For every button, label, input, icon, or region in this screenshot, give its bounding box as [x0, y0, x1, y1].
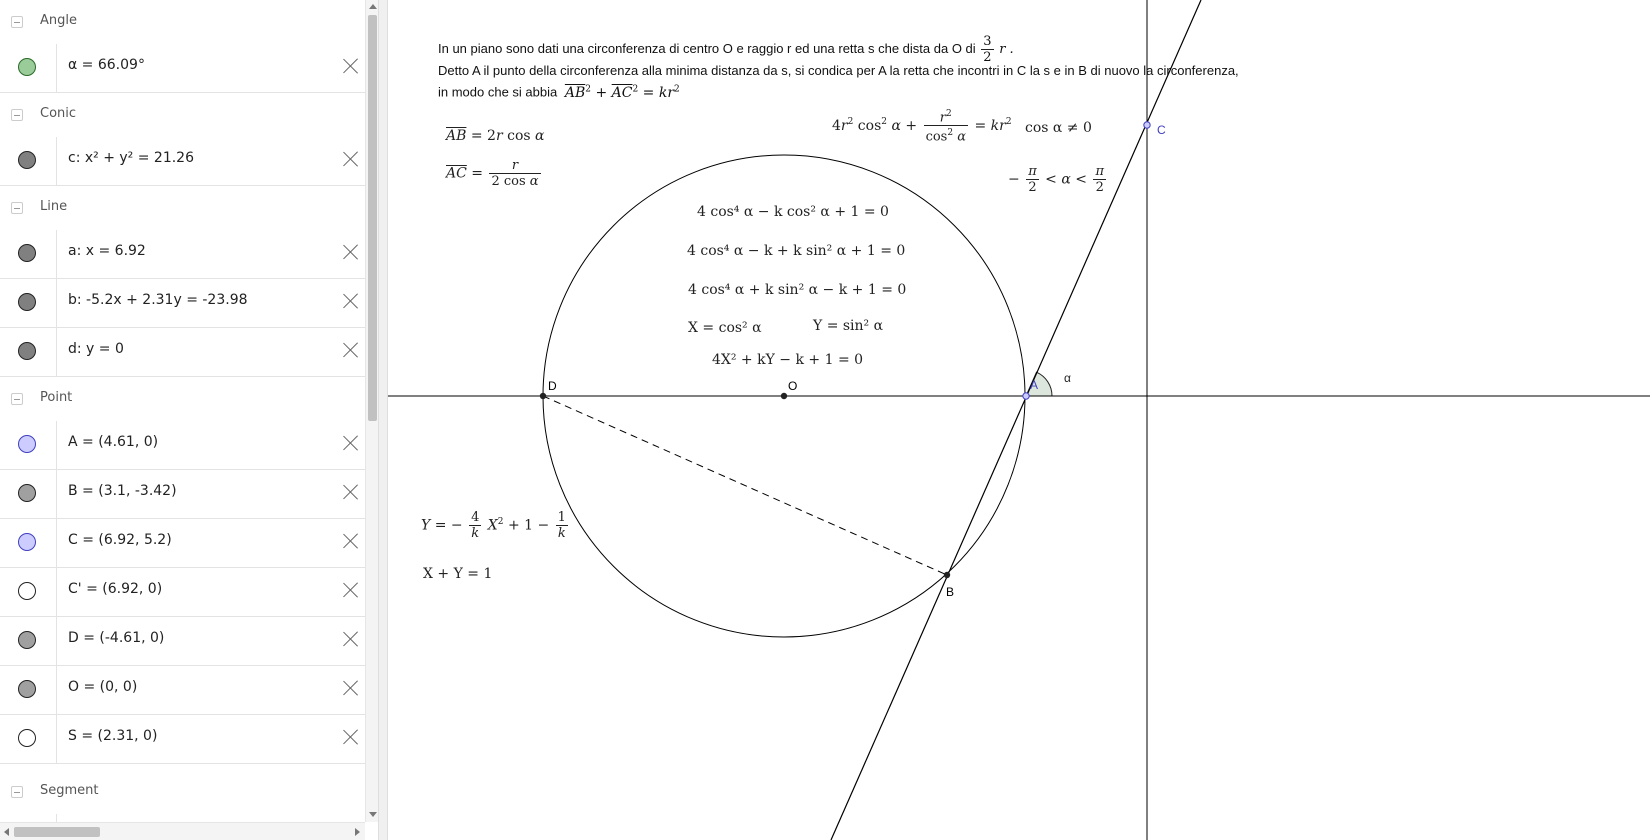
scroll-up-icon[interactable]: [369, 4, 377, 9]
delete-icon[interactable]: [340, 726, 362, 748]
group-header-label: Line: [40, 199, 68, 214]
algebra-item-a[interactable]: [0, 230, 365, 279]
delete-icon[interactable]: [340, 148, 362, 170]
horizontal-scrollbar[interactable]: [0, 822, 365, 840]
object-definition[interactable]: a: x = 6.92: [68, 243, 146, 259]
algebra-item-point-d[interactable]: [0, 617, 365, 666]
group-header-conic[interactable]: [0, 93, 365, 138]
point-d[interactable]: [540, 393, 546, 399]
point-o[interactable]: [781, 393, 787, 399]
algebra-item-point-c[interactable]: [0, 519, 365, 568]
visibility-toggle[interactable]: [18, 484, 36, 502]
visibility-toggle[interactable]: [18, 680, 36, 698]
collapse-icon[interactable]: [11, 16, 23, 28]
point-b[interactable]: [944, 572, 950, 578]
collapse-icon[interactable]: [11, 109, 23, 121]
group-header-line[interactable]: [0, 186, 365, 231]
visibility-toggle[interactable]: [18, 729, 36, 747]
algebra-item-point-o[interactable]: [0, 666, 365, 715]
group-header-label: Conic: [40, 106, 77, 121]
collapse-icon[interactable]: [11, 393, 23, 405]
object-definition[interactable]: B = (3.1, -3.42): [68, 483, 177, 499]
algebra-item-c[interactable]: [0, 137, 365, 186]
object-definition[interactable]: C = (6.92, 5.2): [68, 532, 172, 548]
collapse-icon[interactable]: [11, 202, 23, 214]
scroll-thumb[interactable]: [14, 827, 100, 837]
formula-ab: $\overline{AB} = 2r$ cos α: [446, 128, 545, 144]
visibility-toggle[interactable]: [18, 293, 36, 311]
visibility-toggle[interactable]: [18, 244, 36, 262]
algebra-item-point-b[interactable]: [0, 470, 365, 519]
visibility-toggle[interactable]: [18, 342, 36, 360]
scroll-thumb[interactable]: [368, 15, 377, 421]
scroll-right-icon[interactable]: [355, 828, 360, 836]
delete-icon[interactable]: [340, 241, 362, 263]
object-definition[interactable]: α = 66.09°: [68, 57, 145, 73]
vertical-scrollbar[interactable]: [365, 0, 379, 822]
delete-icon[interactable]: [340, 677, 362, 699]
object-definition[interactable]: d: y = 0: [68, 341, 124, 357]
algebra-view: [0, 0, 365, 840]
problem-line-2: Detto A il punto della circonferenza alla minima distanza da s, si condica per A la retta che incontri in C la s e in B di nuovo la circonferenza,: [438, 63, 1239, 78]
formula-eq1: 4 cos⁴ α − k cos² α + 1 = 0: [697, 204, 889, 220]
segment-db[interactable]: [543, 396, 947, 575]
formula-xdef: X = cos² α: [688, 320, 762, 336]
algebra-item-d[interactable]: [0, 328, 365, 377]
object-definition[interactable]: O = (0, 0): [68, 679, 138, 695]
formula-eq3: 4 cos⁴ α + k sin² α − k + 1 = 0: [688, 282, 907, 298]
visibility-toggle[interactable]: [18, 631, 36, 649]
object-definition[interactable]: C' = (6.92, 0): [68, 581, 163, 597]
visibility-toggle[interactable]: [18, 58, 36, 76]
visibility-toggle[interactable]: [18, 435, 36, 453]
scroll-down-icon[interactable]: [369, 812, 377, 817]
formula-main: $4r^2$ $\cos^2 \alpha$ + $\frac{r^2}{\cos^2 \alpha}$ = $kr^2$: [832, 109, 1012, 145]
algebra-item-b[interactable]: [0, 279, 365, 328]
object-definition[interactable]: A = (4.61, 0): [68, 434, 159, 450]
view-divider[interactable]: [378, 0, 388, 840]
formula-eq4: 4X² + kY − k + 1 = 0: [712, 352, 864, 368]
label-d: D: [548, 379, 557, 393]
group-header-segment[interactable]: [0, 770, 365, 815]
delete-icon[interactable]: [340, 530, 362, 552]
label-o: O: [788, 379, 798, 393]
problem-line-1: In un piano sono dati una circonferenza di centro O e raggio r ed una retta s che dista da O di $\frac{3}{2}$ r .: [438, 34, 1014, 65]
formula-parabola: Y = − $\frac{4}{k}$ $X^2 + 1$ − $\frac{1}{k}$: [421, 510, 566, 541]
delete-icon[interactable]: [340, 290, 362, 312]
formula-alpha-range: − $\frac{\pi}{2}$ < α < $\frac{\pi}{2}$: [1008, 164, 1105, 195]
delete-icon[interactable]: [340, 432, 362, 454]
formula-ydef: Y = sin² α: [813, 318, 884, 334]
graphics-view[interactable]: [388, 0, 1650, 840]
collapse-icon[interactable]: [11, 786, 23, 798]
label-a: A: [1030, 378, 1039, 392]
delete-icon[interactable]: [340, 339, 362, 361]
visibility-toggle[interactable]: [18, 533, 36, 551]
delete-icon[interactable]: [340, 628, 362, 650]
visibility-toggle[interactable]: [18, 151, 36, 169]
formula-ac: $\overline{AC}$ = $\frac{r}{\text{2 cos α}}$: [446, 158, 539, 189]
visibility-toggle[interactable]: [18, 582, 36, 600]
object-definition[interactable]: c: x² + y² = 21.26: [68, 150, 194, 166]
formula-xy-sum: X + Y = 1: [423, 566, 493, 582]
label-b: B: [946, 585, 955, 599]
group-header-point[interactable]: [0, 377, 365, 422]
point-a[interactable]: [1023, 393, 1029, 399]
object-definition[interactable]: b: -5.2x + 2.31y = -23.98: [68, 292, 248, 308]
group-header-label: Angle: [40, 13, 77, 28]
object-definition[interactable]: S = (2.31, 0): [68, 728, 158, 744]
delete-icon[interactable]: [340, 481, 362, 503]
object-definition[interactable]: D = (-4.61, 0): [68, 630, 165, 646]
formula-eq2: 4 cos⁴ α − k + k sin² α + 1 = 0: [687, 243, 906, 259]
point-c[interactable]: [1144, 122, 1150, 128]
problem-line-3: in modo che si abbia $\overline{AB}^2 + \overline{AC}^2 = kr^2$: [438, 84, 680, 101]
scroll-left-icon[interactable]: [4, 828, 9, 836]
group-header-angle[interactable]: [0, 0, 365, 45]
group-header-label: Point: [40, 390, 73, 405]
group-header-label: Segment: [40, 783, 99, 798]
geometry-canvas[interactable]: [388, 0, 1650, 840]
algebra-item-point-a[interactable]: [0, 421, 365, 470]
algebra-item-point-s[interactable]: [0, 715, 365, 764]
formula-cos-ne: cos α ≠ 0: [1025, 120, 1092, 136]
label-alpha: α: [1064, 371, 1071, 385]
label-c: C: [1157, 123, 1166, 137]
delete-icon[interactable]: [340, 579, 362, 601]
algebra-item-alpha[interactable]: [0, 44, 365, 93]
delete-icon[interactable]: [340, 55, 362, 77]
algebra-item-point-c-prime[interactable]: [0, 568, 365, 617]
